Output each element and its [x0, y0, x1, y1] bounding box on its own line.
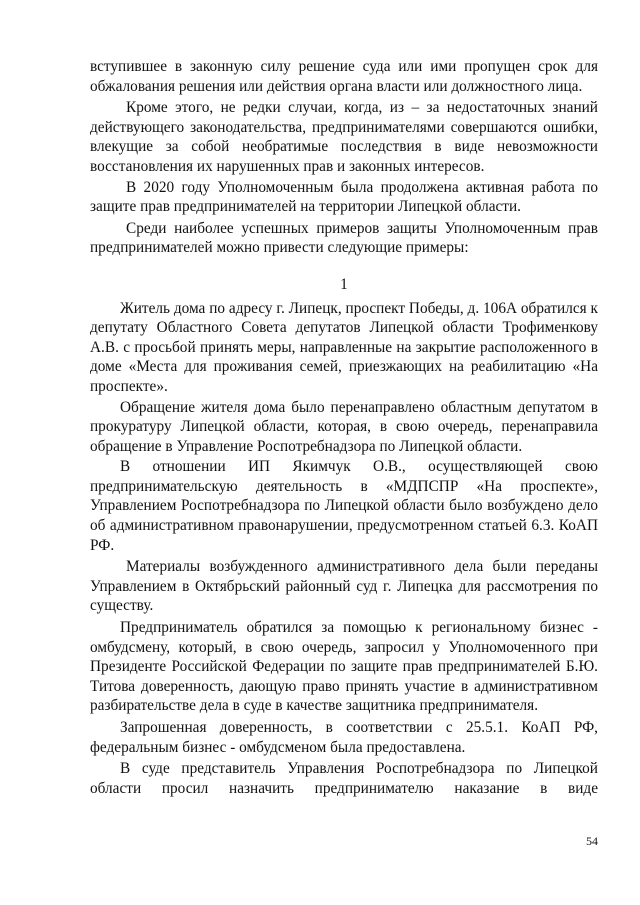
paragraph-materials-court: Материалы возбужденного административного дела были переданы Управлением в Октябрьский районный суд г. Липецка для рассмотрения по существу. — [90, 558, 598, 615]
paragraph-errors: Кроме этого, не редки случаи, когда, из – за недостаточных знаний действующего законодательства, предпринимателями совершаются ошибки, влекущие за собой необратимые последствия в виде невозможности восстановления их нарушенных прав и законных интересов. — [90, 99, 598, 175]
paragraph-power-of-attorney: Запрошенная доверенность, в соответствии с 25.5.1. КоАП РФ, федеральным бизнес - омбудсменом была предоставлена. — [90, 719, 598, 756]
paragraph-examples-intro: Среди наиболее успешных примеров защиты Уполномоченным прав предпринимателей можно привести следующие примеры: — [90, 219, 598, 257]
document-body — [90, 57, 598, 798]
paragraph-continuation: вступившее в законную силу решение суда или ими пропущен срок для обжалования решения или действия органа власти или должностного лица. — [90, 58, 598, 95]
paragraph-ombudsman-help: Предприниматель обратился за помощью к региональному бизнес - омбудсмену, который, в свою очередь, запросил у Уполномоченного при Президенте Российской Федерации по защите прав предпринимателей Б.Ю. Титова доверенность, дающую право принять участие в административном разбирательстве дела в суде в качестве защитника предпринимателя. — [90, 619, 598, 715]
paragraph-resident-complaint: Житель дома по адресу г. Липецк, проспект Победы, д. 106А обратился к депутату Областного Совета депутатов Липецкой области Трофименкову А.В. с просьбой принять меры, направленные на закрытие расположенного в доме «Места для проживания семей, приезжающих на реабилитацию «На проспекте». — [90, 299, 598, 395]
page-number: 54 — [586, 834, 598, 848]
section-number: 1 — [340, 275, 348, 293]
paragraph-appeal-redirect: Обращение жителя дома было перенаправлено областным депутатом в прокуратуру Липецкой области, которая, в свою очередь, перенаправила обращение в Управление Роспотребнадзора по Липецкой области. — [90, 398, 598, 455]
paragraph-court-representative: В суде представитель Управления Роспотребнадзора по Липецкой области просил назначить предпринимателю наказание в виде — [90, 760, 598, 797]
paragraph-2020-work: В 2020 году Уполномоченным была продолжена активная работа по защите прав предпринимателей на территории Липецкой области. — [90, 178, 598, 216]
paragraph-case-opened: В отношении ИП Якимчук О.В., осуществляющей свою предпринимательскую деятельность в «МДПСПР «На проспекте», Управлением Роспотребнадзора по Липецкой области было возбуждено дело об административном правонарушении, предусмотренном статьей 6.3. КоАП РФ. — [90, 458, 598, 554]
